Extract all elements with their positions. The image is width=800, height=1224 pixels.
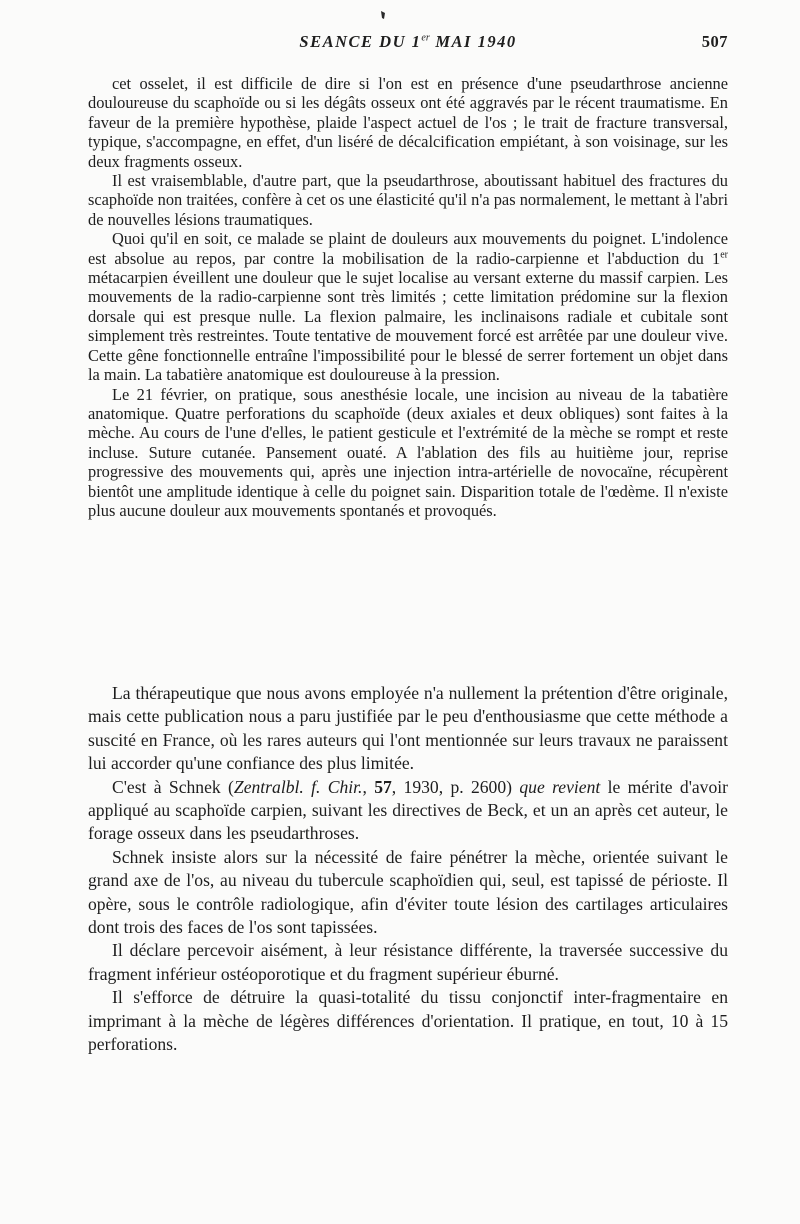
paragraph: Il déclare percevoir aisément, à leur résistance différente, la traversée successive du fragment inférieur ostéoporotique et du fragment supérieur éburné. [88, 940, 728, 984]
paragraph: Quoi qu'il en soit, ce malade se plaint de douleurs aux mouvements du poignet. L'indolence est absolue au repos, par contre la mobilisation de la radio-carpienne et l'abduction du 1er métacarpien éveillent une douleur que le sujet localise au versant externe du massif carpien. Les mouvements de la radio-carpienne sont très limités ; cette limitation prédomine sur la flexion dorsale qui est presque nulle. La flexion palmaire, les inclinaisons radiale et cubitale sont simplement très restreintes. Toute tentative de mouvement forcé est arrêtée par une douleur vive. Cette gêne fonctionnelle entraîne l'impossibilité pour le blessé de serrer fortement un objet dans la main. La tabatière anatomique est douloureuse à la pression. [88, 229, 728, 385]
paragraph: cet osselet, il est difficile de dire si l'on est en présence d'une pseudarthrose ancienne douloureuse du scaphoïde ou si les dégâts osseux ont été aggravés par le récent traumatisme. En faveur de la première hypothèse, plaide l'aspect actuel de l'os ; le trait de fracture transversal, typique, s'accompagne, en effet, d'un liséré de décalcification empiétant, à son voisinage, sur les deux fragments osseux. [88, 74, 728, 171]
header-title: SEANCE DU 1er MAI 1940 [299, 32, 517, 51]
running-header [88, 32, 728, 54]
ink-mark-icon [380, 10, 386, 20]
paragraph: C'est à Schnek (Zentralbl. f. Chir., 57, 1930, p. 2600) que revient le mérite d'avoir appliqué au scaphoïde carpien, suivant les directives de Beck, et un an après cet auteur, le forage osseux dans les pseudarthroses. [88, 776, 729, 844]
paragraph: Il s'efforce de détruire la quasi-totalité du tissu conjonctif inter-fragmentaire en imprimant à la mèche de légères différences d'orientation. Il pratique, en tout, 10 à 15 perforations. [88, 987, 728, 1055]
journal-reference: Zentralbl. f. Chir. [233, 776, 363, 797]
discussion-section [88, 682, 728, 1057]
page-number: 507 [701, 32, 728, 51]
paragraph: La thérapeutique que nous avons employée n'a nullement la prétention d'être originale, mais cette publication nous a paru justifiée par le peu d'enthousiasme que cette méthode a suscité en France, où les rares auteurs qui l'ont mentionnée sur leurs travaux ne paraissent lui accorder qu'une confiance des plus limitée. [88, 683, 728, 774]
paragraph: Il est vraisemblable, d'autre part, que la pseudarthrose, aboutissant habituel des fractures du scaphoïde non traitées, confère à cet os une élasticité qu'il n'a pas normalement, le mettant à l'abri de nouvelles lésions traumatiques. [88, 171, 728, 229]
volume-number: 57 [374, 776, 392, 797]
paragraph: Schnek insiste alors sur la nécessité de faire pénétrer la mèche, orientée suivant le grand axe de l'os, au niveau du tubercule scaphoïdien qui, seul, est tapissé de périoste. Il opère, sous le contrôle radiologique, afin d'éviter toute lésion des cartilages articulaires dont trois des faces de l'os sont tapissées. [88, 846, 728, 938]
case-report-section [88, 74, 728, 520]
paragraph: Le 21 février, on pratique, sous anesthésie locale, une incision au niveau de la tabatière anatomique. Quatre perforations du scaphoïde (deux axiales et deux obliques) sont faites à la mèche. Au cours de l'une d'elles, le patient gesticule et l'extrémité de la mèche se rompt et reste incluse. Suture cutanée. Pansement ouaté. A l'ablation des fils au huitième jour, reprise progressive des mouvements qui, après une injection intra-artérielle de novocaïne, récupèrent bientôt une amplitude identique à celle du poignet sain. Disparition totale de l'œdème. Il n'existe plus aucune douleur aux mouvements spontanés et provoqués. [88, 384, 728, 520]
